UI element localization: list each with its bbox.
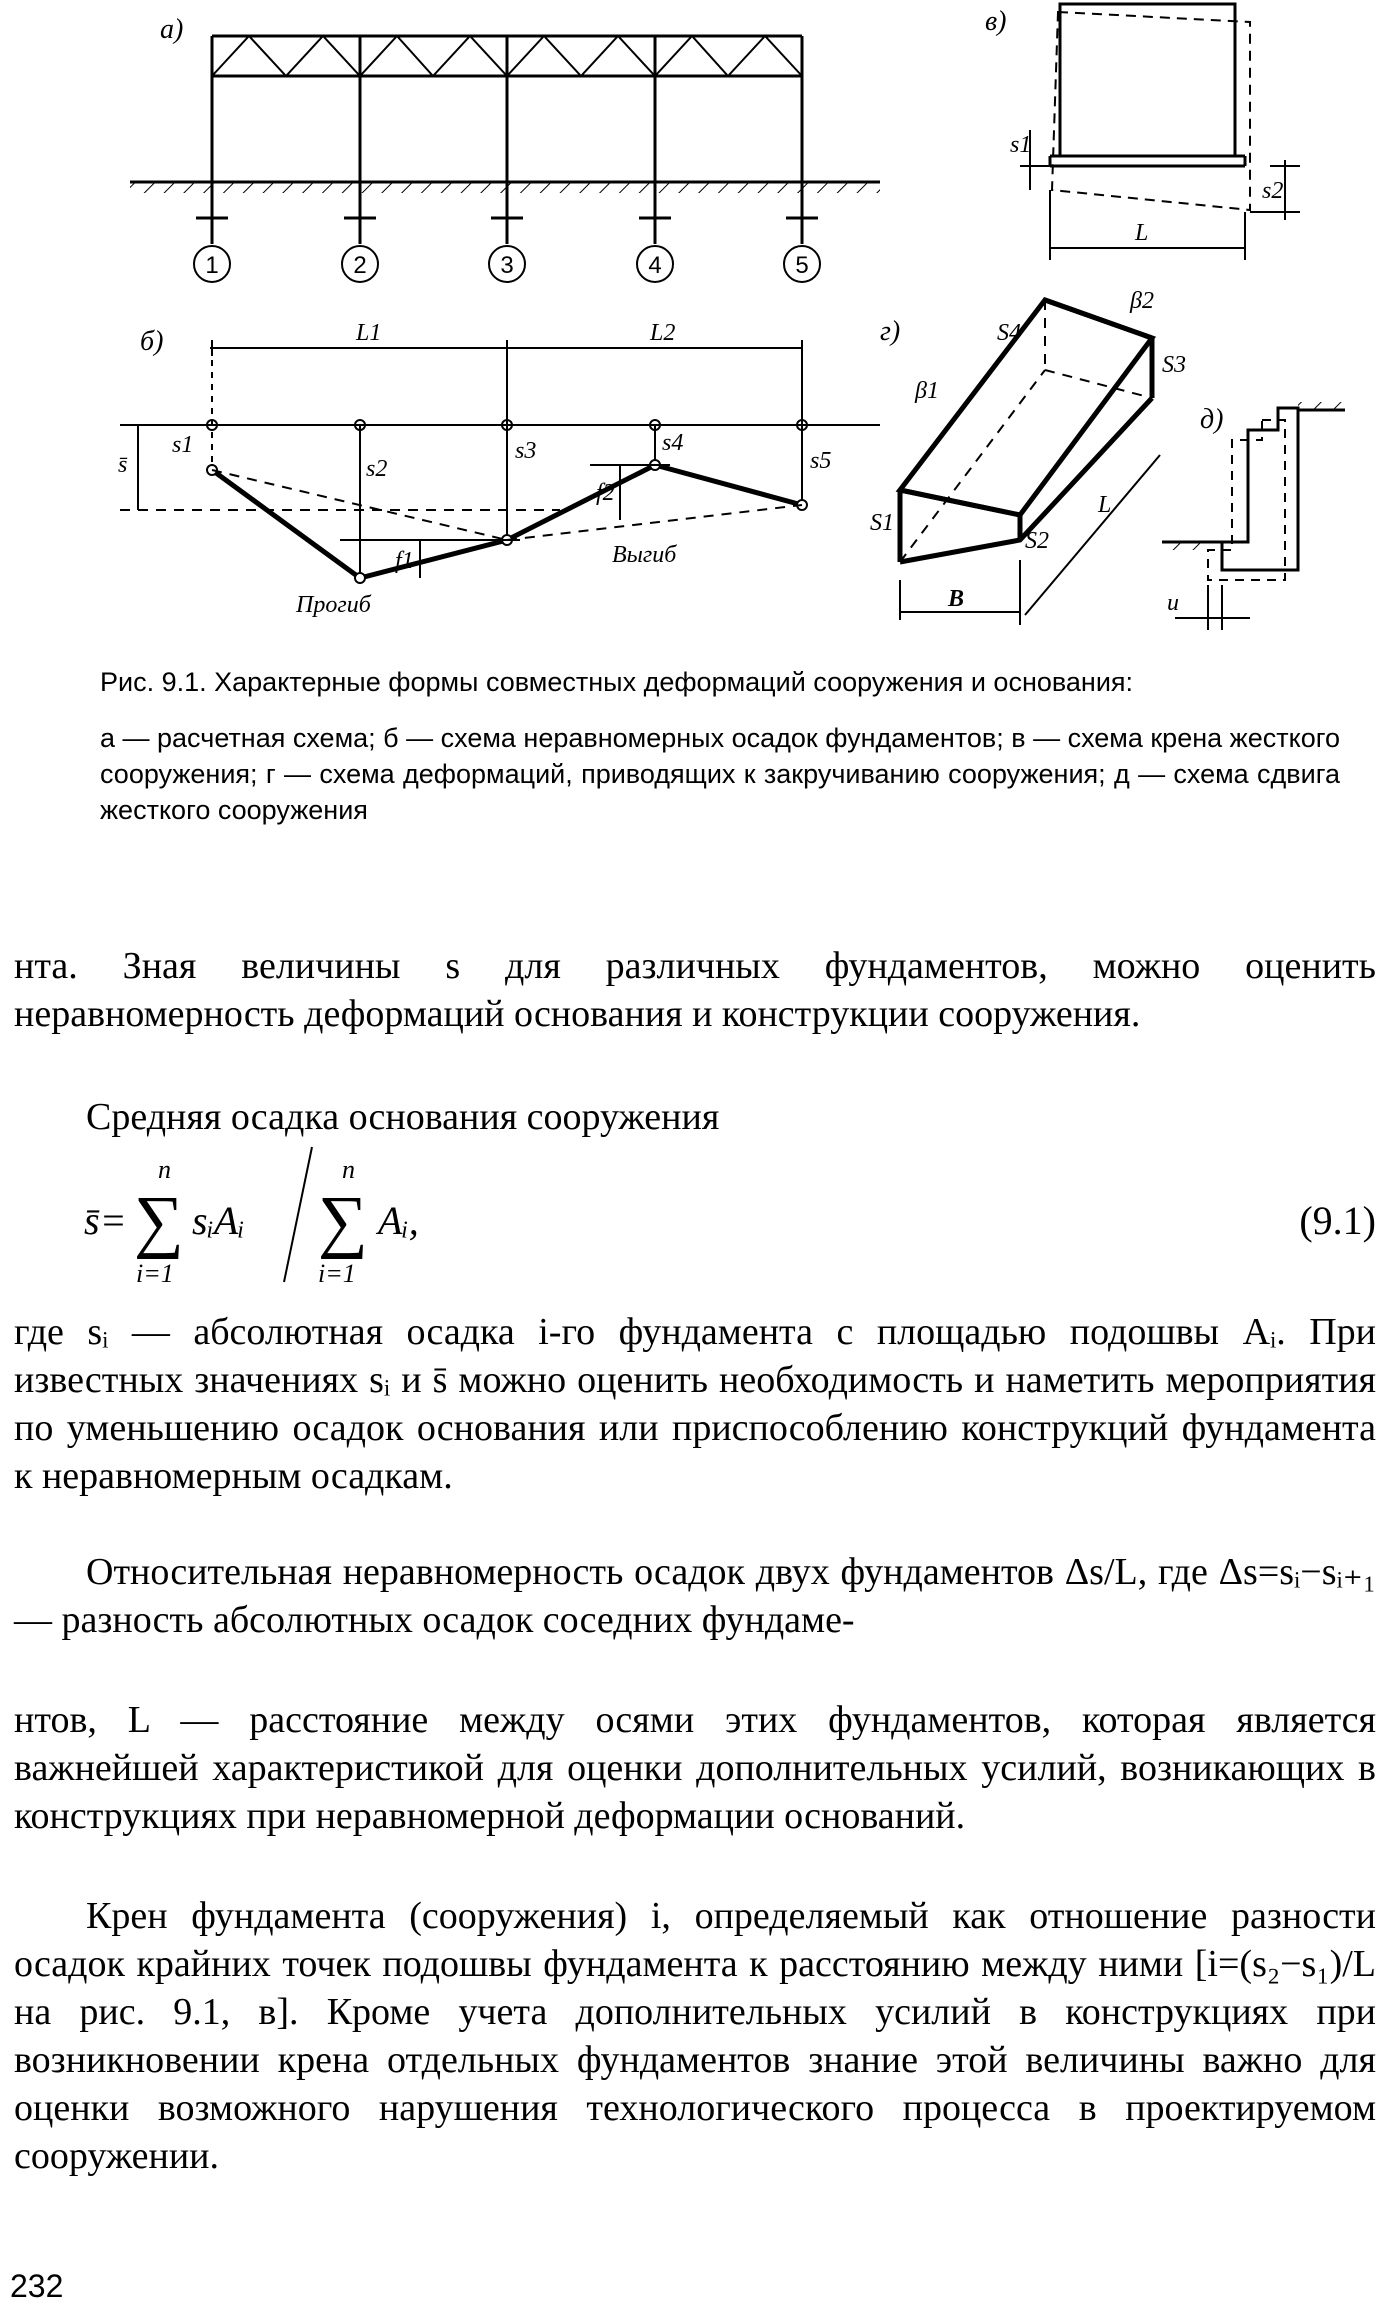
panel-g-label: г)	[880, 316, 901, 347]
panel-a-label: а)	[160, 14, 184, 45]
formula-number: (9.1)	[1299, 1198, 1376, 1243]
paragraph-5: нтов, L — расстояние между осями этих фундаментов, которая является важнейшей характеристикой для оценки дополнительных усилий, возникающих в конструкциях при неравномерной деформации оснований.	[14, 1699, 1376, 1837]
formula-lhs: s̄=	[84, 1198, 127, 1243]
paragraph-2: Средняя осадка основания сооружения	[86, 1096, 720, 1138]
column-number-2: 2	[353, 252, 367, 279]
torsion-label-s4: S4	[997, 320, 1021, 346]
formula-sum-top-2: n	[342, 1155, 355, 1184]
figure-9-1	[0, 0, 1392, 630]
page-number: 232	[10, 2268, 64, 2304]
sag-label: Прогиб	[296, 592, 371, 618]
shift-label-u: u	[1167, 590, 1179, 616]
mean-settlement-label: s̄	[118, 452, 128, 478]
settlement-label-s3: s3	[515, 438, 537, 464]
column-number-5: 5	[795, 252, 809, 279]
panel-d-label: д)	[1200, 404, 1224, 435]
torsion-label-l: L	[1098, 492, 1112, 518]
figure-caption-title: Рис. 9.1. Характерные формы совместных деформаций сооружения и основания:	[100, 667, 1134, 697]
tilt-label-l: L	[1135, 220, 1149, 246]
formula-term-1: sᵢAᵢ	[192, 1198, 245, 1243]
formula-sum-top-1: n	[158, 1155, 171, 1184]
panel-v-label: в)	[985, 6, 1007, 37]
settlement-label-s2: s2	[366, 456, 388, 482]
panel-g-torsion-scheme	[870, 288, 1186, 625]
span-label-l2: L2	[650, 320, 676, 346]
column-number-1: 1	[205, 252, 219, 279]
formula-sigma-1: ∑	[134, 1183, 184, 1260]
torsion-label-beta1: β1	[915, 378, 939, 404]
tilt-label-s2: s2	[1262, 178, 1284, 204]
panel-d-shift-scheme	[1162, 402, 1345, 630]
torsion-label-s1: S1	[870, 510, 894, 536]
paragraph-3: где sᵢ — абсолютная осадка i-го фундамента с площадью подошвы Aᵢ. При известных значениях sᵢ и s̄ можно оценить необходимость и наметить мероприятия по уменьшению осадок основания или приспособлению конструкций фундамента к неравномерным осадкам.	[14, 1311, 1376, 1497]
formula-sum-bottom-2: i=1	[318, 1259, 356, 1288]
formula-division-slash	[284, 1147, 312, 1282]
panel-a-design-scheme	[130, 14, 880, 282]
tilt-label-s1: s1	[1010, 132, 1032, 158]
torsion-label-b: B	[948, 586, 965, 612]
paragraph-4: Относительная неравномерность осадок двух фундаментов Δs/L, где Δs=sᵢ−sᵢ₊₁ — разность абсолютных осадок соседних фундаме-	[14, 1551, 1376, 1641]
formula-sum-bottom-1: i=1	[136, 1259, 174, 1288]
formula-9-1	[62, 1142, 1382, 1292]
settlement-label-s5: s5	[810, 448, 832, 474]
panel-v-tilt-scheme	[985, 4, 1300, 260]
formula-term-2: Aᵢ,	[378, 1198, 419, 1243]
torsion-label-beta2: β2	[1130, 288, 1154, 314]
panel-b-label: б)	[140, 326, 164, 357]
deflection-label-f1: f1	[395, 548, 414, 574]
deflection-label-f2: f2	[596, 480, 615, 506]
paragraph-6: Крен фундамента (сооружения) i, определяемый как отношение разности осадок крайних точек подошвы фундамента к расстоянию между ними [i=(s₂−s₁)/L на рис. 9.1, в]. Кроме учета дополнительных усилий в конструкциях при возникновении крена отдельных фундаментов знание этой величины важно для оценки возможного нарушения технологического процесса в проектируемом сооружении.	[14, 1895, 1376, 2177]
paragraph-1: нта. Зная величины s для различных фундаментов, можно оценить неравномерность деформаций основания и конструкции сооружения.	[14, 945, 1376, 1035]
torsion-label-s2: S2	[1025, 528, 1049, 554]
settlement-label-s1: s1	[172, 432, 194, 458]
settlement-label-s4: s4	[662, 430, 684, 456]
column-number-3: 3	[500, 252, 514, 279]
hog-label: Выгиб	[612, 542, 677, 568]
torsion-label-s3: S3	[1162, 352, 1186, 378]
figure-caption-description: а — расчетная схема; б — схема неравномерных осадок фундаментов; в — схема крена жесткого сооружения; г — схема деформаций, приводящих к закручиванию сооружения; д — схема сдвига жесткого сооружения	[100, 723, 1340, 825]
panel-b-uneven-settlement	[118, 320, 880, 618]
formula-sigma-2: ∑	[318, 1183, 368, 1260]
column-number-4: 4	[648, 252, 662, 279]
span-label-l1: L1	[356, 320, 382, 346]
